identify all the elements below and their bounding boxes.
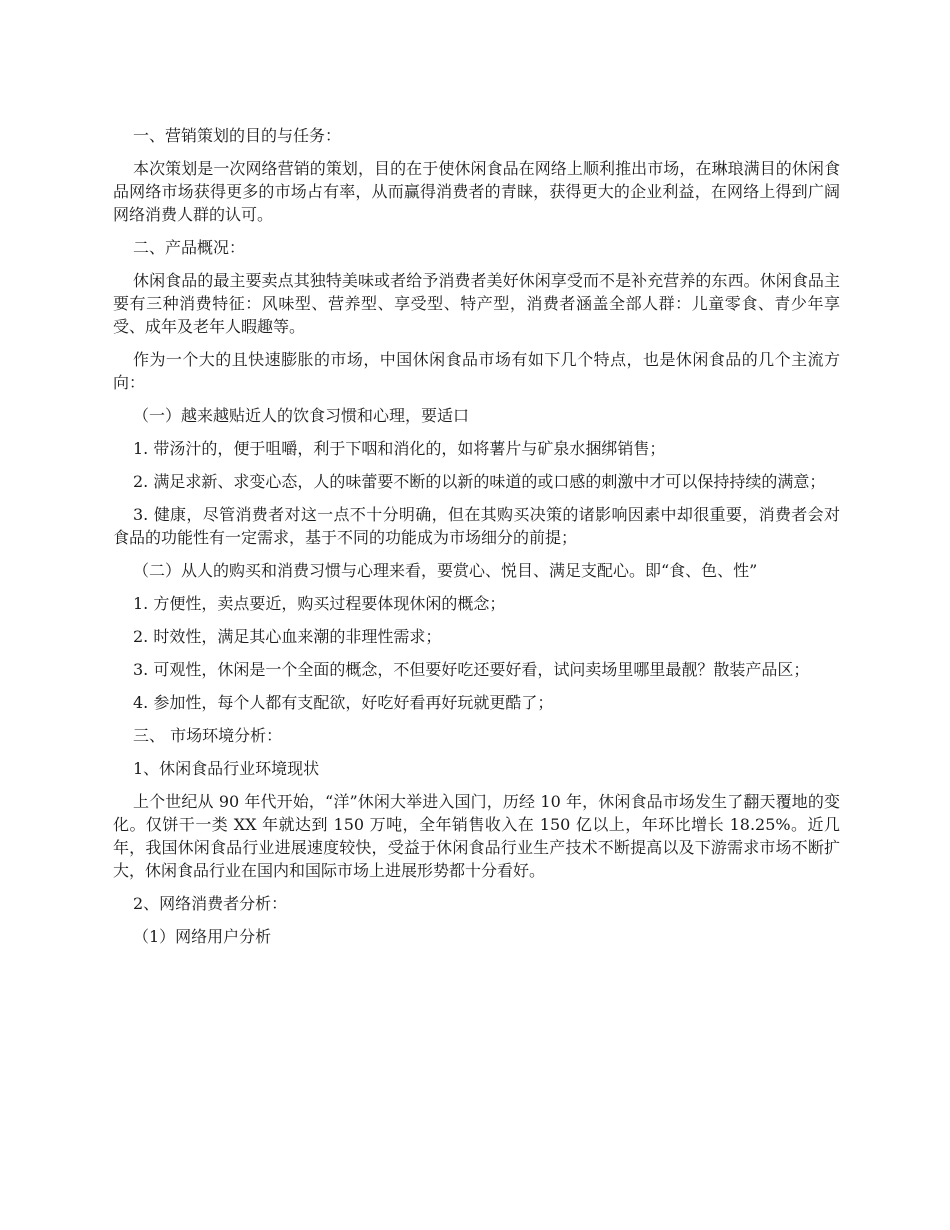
subheading: （1）网络用户分析 (133, 927, 272, 946)
list-item: 3. 健康，尽管消费者对这一点不十分明确，但在其购买决策的诸影响因素中却很重要，消费者会对食品的功能性有一定需求，基于不同的功能成为市场细分的前提； (113, 505, 840, 547)
paragraph: 本次策划是一次网络营销的策划，目的在于使休闲食品在网络上顺利推出市场，在琳琅满目的休闲食品网络市场获得更多的市场占有率，从而赢得消费者的青睐，获得更大的企业利益，在网络上得到广阔网络消费人群的认可。 (113, 159, 840, 224)
paragraph: 休闲食品的最主要卖点其独特美味或者给予消费者美好休闲享受而不是补充营养的东西。休闲食品主要有三种消费特征：风味型、营养型、享受型、特产型，消费者涵盖全部人群：儿童零食、青少年享受、成年及老年人暇趣等。 (113, 271, 840, 336)
section-heading-3: 三、 市场环境分析： (133, 726, 283, 745)
list-item: 4. 参加性，每个人都有支配欲，好吃好看再好玩就更酷了； (133, 693, 554, 712)
subheading: （二）从人的购买和消费习惯与心理来看，要赏心、悦目、满足支配心。即“食、色、性” (133, 561, 758, 580)
document-page (113, 124, 840, 958)
list-item: 2. 满足求新、求变心态，人的味蕾要不断的以新的味道的或口感的刺激中才可以保持持续的满意； (133, 472, 826, 491)
paragraph: 作为一个大的且快速膨胀的市场，中国休闲食品市场有如下几个特点，也是休闲食品的几个主流方向： (113, 350, 840, 392)
section-heading-2: 二、产品概况： (133, 238, 246, 257)
subheading: （一）越来越贴近人的饮食习惯和心理，要适口 (133, 406, 470, 425)
subheading: 2、网络消费者分析： (133, 894, 288, 913)
subheading: 1、休闲食品行业环境现状 (133, 759, 320, 778)
list-item: 1. 带汤汁的，便于咀嚼，利于下咽和消化的，如将薯片与矿泉水捆绑销售； (133, 439, 666, 458)
list-item: 2. 时效性，满足其心血来潮的非理性需求； (133, 627, 442, 646)
list-item: 3. 可观性，休闲是一个全面的概念，不但要好吃还要好看，试问卖场里哪里最靓？散装产品区； (133, 660, 810, 679)
list-item: 1. 方便性，卖点要近，购买过程要体现休闲的概念； (133, 594, 506, 613)
section-heading-1: 一、营销策划的目的与任务： (133, 126, 342, 145)
paragraph: 上个世纪从 90 年代开始，“洋”休闲大举进入国门，历经 10 年，休闲食品市场发生了翻天覆地的变化。仅饼干一类 XX 年就达到 150 万吨，全年销售收入在 150 亿以上，年环比增长 18.25%。近几年，我国休闲食品行业进展速度较快，受益于休闲食品行业生产技术不断提高以及下游需求市场不断扩大，休闲食品行业在国内和国际市场上进展形势都十分看好。 (113, 792, 840, 880)
